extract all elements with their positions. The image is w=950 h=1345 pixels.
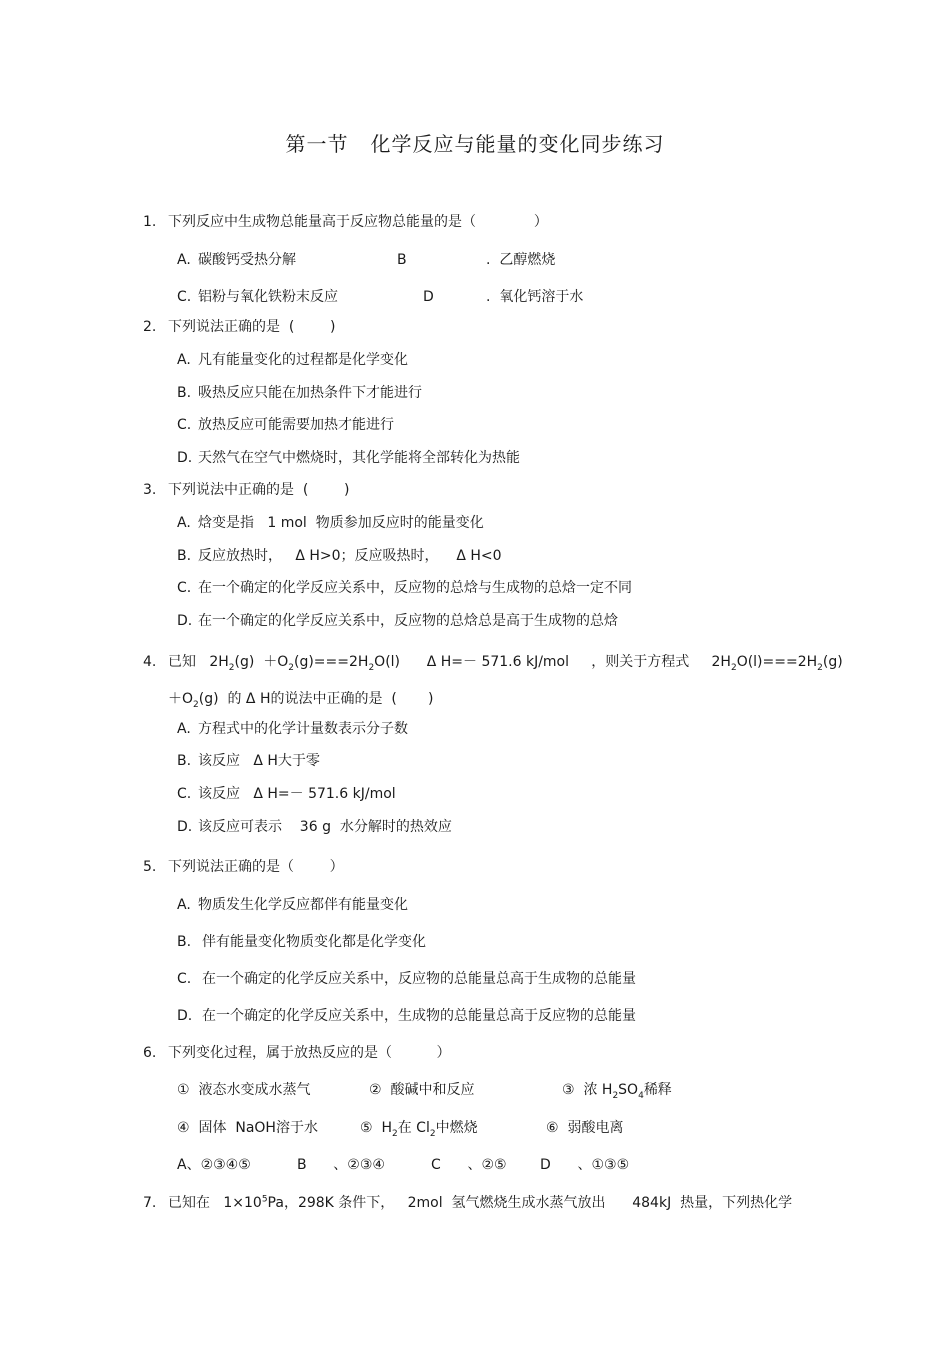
q4-option-a-key: A. — [177, 721, 191, 737]
q5-option-c-text: 在一个确定的化学反应关系中，反应物的总能量总高于生成物的总能量 — [202, 971, 636, 987]
q1-option-d-text: . 氧化钙溶于水 — [486, 289, 584, 305]
q4-option-a-text: 方程式中的化学计量数表示分子数 — [198, 721, 408, 737]
q1-option-a-text: 碳酸钙受热分解 — [198, 252, 296, 268]
q4-option-b-key: B. — [177, 753, 192, 769]
q5-number: 5. — [143, 859, 157, 875]
q3-number: 3. — [143, 482, 157, 498]
q5-stem: 下列说法正确的是（ ） — [168, 859, 344, 875]
q1-option-c-text: 铝粉与氧化铁粉末反应 — [198, 289, 338, 305]
q4-option-d-key: D. — [177, 819, 193, 835]
q5-option-b-key: B. — [177, 934, 192, 950]
q2-stem: 下列说法正确的是 ( ) — [168, 319, 336, 335]
q4-number: 4. — [143, 654, 157, 670]
q6-answer-a: A、②③④⑤ — [177, 1157, 251, 1173]
q4-option-c-key: C. — [177, 786, 192, 802]
q6-item-3: ③ 浓 $H_2SO_4$稀释 — [562, 1082, 672, 1101]
q6-item-5: ⑤ $H_2$在 $Cl_2$中燃烧 — [360, 1120, 478, 1139]
q5-option-a-text: 物质发生化学反应都伴有能量变化 — [198, 897, 408, 913]
q1-option-a-key: A. — [177, 252, 191, 268]
q3-option-d-text: 在一个确定的化学反应关系中，反应物的总焓总是高于生成物的总焓 — [198, 613, 618, 629]
q5-option-c-key: C. — [177, 971, 192, 987]
q6-item-6: ⑥ 弱酸电离 — [546, 1120, 624, 1136]
q7-stem: 已知在 $1\times 10^5Pa$，298K 条件下， 2mol 氢气燃烧生成水蒸气放出 484kJ 热量，下列热化学 — [168, 1194, 793, 1211]
q3-option-c-key: C. — [177, 580, 192, 596]
q5-option-d-key: D. — [177, 1008, 193, 1024]
q3-stem: 下列说法中正确的是 ( ) — [168, 482, 350, 498]
q2-option-c-key: C. — [177, 417, 192, 433]
q5-option-b-text: 伴有能量变化物质变化都是化学变化 — [202, 934, 426, 950]
q4-option-c-text: 该反应 Δ H=－ 571.6 kJ/mol — [198, 786, 396, 802]
q1-option-d-key: D — [423, 289, 434, 305]
q2-option-b-key: B. — [177, 385, 192, 401]
q1-number: 1. — [143, 214, 157, 230]
q2-option-b-text: 吸热反应只能在加热条件下才能进行 — [198, 385, 422, 401]
q4-stem-line1: 已知 $2H_2(g) +O_2(g)===2H_2O(l)$ Δ H=－ 571.6 kJ/mol ，则关于方程式 $2H_2O(l)===2H_2(g)$ — [168, 654, 843, 673]
q1-option-c-key: C. — [177, 289, 192, 305]
q3-option-a-text: 焓变是指 1 mol 物质参加反应时的能量变化 — [198, 515, 484, 531]
q2-number: 2. — [143, 319, 157, 335]
q3-option-a-key: A. — [177, 515, 191, 531]
q1-stem: 下列反应中生成物总能量高于反应物总能量的是（ ） — [168, 214, 548, 230]
q5-option-a-key: A. — [177, 897, 191, 913]
q3-option-c-text: 在一个确定的化学反应关系中，反应物的总焓与生成物的总焓一定不同 — [198, 580, 632, 596]
q6-item-2: ② 酸碱中和反应 — [369, 1082, 475, 1098]
q6-number: 6. — [143, 1045, 157, 1061]
q2-option-a-key: A. — [177, 352, 191, 368]
q2-option-d-text: 天然气在空气中燃烧时，其化学能将全部转化为热能 — [198, 450, 520, 466]
q5-option-d-text: 在一个确定的化学反应关系中，生成物的总能量总高于反应物的总能量 — [202, 1008, 636, 1024]
q6-answer-c: C 、②⑤ — [431, 1157, 507, 1173]
q4-option-b-text: 该反应 Δ H大于零 — [198, 753, 320, 769]
q4-stem-line2: $+O_2(g)$ 的 Δ H的说法中正确的是 ( ) — [168, 691, 434, 710]
q1-option-b-key: B — [397, 252, 407, 268]
q1-option-b-text: . 乙醇燃烧 — [486, 252, 556, 268]
q3-option-d-key: D. — [177, 613, 193, 629]
q6-stem: 下列变化过程，属于放热反应的是（ ） — [168, 1045, 451, 1061]
q2-option-a-text: 凡有能量变化的过程都是化学变化 — [198, 352, 408, 368]
q3-option-b-key: B. — [177, 548, 192, 564]
q6-answer-b: B 、②③④ — [297, 1157, 385, 1173]
page-title: 第一节 化学反应与能量的变化同步练习 — [285, 132, 665, 156]
q3-option-b-text: 反应放热时， Δ H>0；反应吸热时， Δ H<0 — [198, 548, 502, 564]
q6-answer-d: D 、①③⑤ — [540, 1157, 630, 1173]
q6-item-4: ④ 固体 NaOH溶于水 — [177, 1120, 318, 1136]
q2-option-c-text: 放热反应可能需要加热才能进行 — [198, 417, 394, 433]
q4-option-d-text: 该反应可表示 36 g 水分解时的热效应 — [198, 819, 452, 835]
q6-item-1: ① 液态水变成水蒸气 — [177, 1082, 311, 1098]
q7-number: 7. — [143, 1195, 157, 1211]
q2-option-d-key: D. — [177, 450, 193, 466]
